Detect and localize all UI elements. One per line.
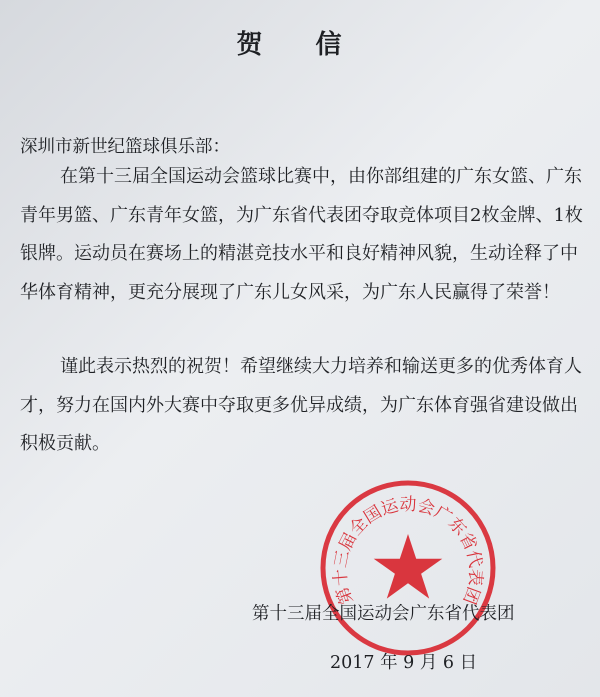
seal-text: 第十三届全国运动会广东省代表团 [330, 495, 486, 607]
letter-title: 贺 信 [236, 30, 364, 60]
letter-paragraph-1: 在第十三届全国运动会篮球比赛中，由你部组建的广东女篮、广东青年男篮、广东青年女篮，为广东省代表团夺取竞体项目2枚金牌、1枚银牌。运动员在赛场上的精湛竞技水平和良好精神风貌，生动诠释了中华体育精神，更充分展现了广东儿女风采，为广东人民赢得了荣誉！ [20, 166, 583, 303]
official-seal-stamp [318, 478, 498, 658]
letter-recipient: 深圳市新世纪篮球俱乐部： [20, 137, 230, 157]
star-icon [374, 534, 443, 599]
letter-date: 2017 年 9 月 6 日 [330, 653, 478, 673]
letter-sender: 第十三届全国运动会广东省代表团 [252, 604, 515, 624]
letter-paragraph-2: 谨此表示热烈的祝贺！希望继续大力培养和输送更多的优秀体育人才，努力在国内外大赛中夺取更多优异成绩，为广东体育强省建设做出积极贡献。 [20, 356, 582, 454]
